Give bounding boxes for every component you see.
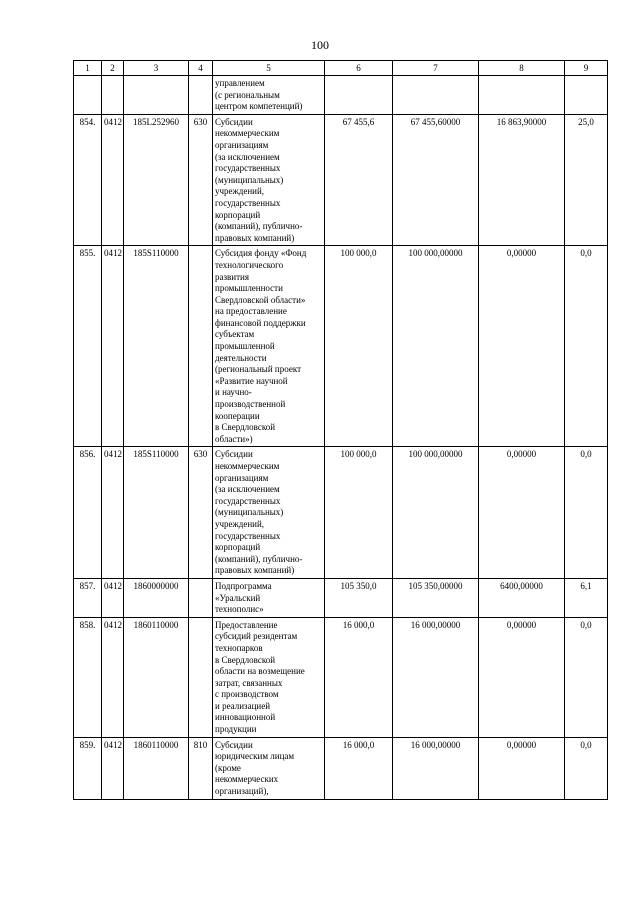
- column-header-6: 6: [325, 61, 393, 76]
- cell-pct: 0,0: [565, 617, 608, 737]
- budget-table: [73, 60, 608, 800]
- cell-num: 859.: [74, 737, 102, 799]
- column-header-2: 2: [102, 61, 124, 76]
- cell-v1: [325, 76, 393, 115]
- cell-v2: 16 000,00000: [393, 617, 479, 737]
- cell-v1: 105 350,0: [325, 578, 393, 617]
- cell-v3: 0,00000: [479, 737, 565, 799]
- cell-pct: 0,0: [565, 737, 608, 799]
- column-header-7: 7: [393, 61, 479, 76]
- cell-name: Предоставление субсидий резидентам технопарков в Свердловской области на возмещение затрат, связанных с производством и реализацией инновационной продукции: [213, 617, 325, 737]
- cell-section: [102, 76, 124, 115]
- cell-name: Субсидии юридическим лицам (кроме некоммерческих организаций),: [213, 737, 325, 799]
- cell-v3: 0,00000: [479, 246, 565, 447]
- cell-pct: [565, 76, 608, 115]
- cell-v1: 16 000,0: [325, 617, 393, 737]
- header-row: [74, 61, 608, 76]
- cell-name: управлением (с региональным центром компетенций): [213, 76, 325, 115]
- cell-type: [189, 246, 213, 447]
- table-row: [74, 578, 608, 617]
- cell-pct: 25,0: [565, 114, 608, 246]
- table-row: [74, 447, 608, 579]
- cell-v1: 67 455,6: [325, 114, 393, 246]
- cell-code: 185S110000: [124, 447, 189, 579]
- cell-v2: 16 000,00000: [393, 737, 479, 799]
- cell-v2: 67 455,60000: [393, 114, 479, 246]
- cell-v3: 6400,00000: [479, 578, 565, 617]
- cell-v2: [393, 76, 479, 115]
- cell-code: [124, 76, 189, 115]
- cell-v3: 0,00000: [479, 447, 565, 579]
- cell-v2: 100 000,00000: [393, 447, 479, 579]
- cell-v3: [479, 76, 565, 115]
- column-header-1: 1: [74, 61, 102, 76]
- cell-name: Субсидии некоммерческим организациям (за исключением государственных (муниципальных) учреждений, государственных корпораций (компаний), публично- правовых компаний): [213, 447, 325, 579]
- cell-type: [189, 76, 213, 115]
- cell-num: 858.: [74, 617, 102, 737]
- cell-code: 1860000000: [124, 578, 189, 617]
- cell-section: 0412: [102, 447, 124, 579]
- table-row: [74, 114, 608, 246]
- cell-num: 854.: [74, 114, 102, 246]
- cell-section: 0412: [102, 246, 124, 447]
- cell-v3: 0,00000: [479, 617, 565, 737]
- cell-pct: 6,1: [565, 578, 608, 617]
- column-header-4: 4: [189, 61, 213, 76]
- cell-code: 185L252960: [124, 114, 189, 246]
- cell-v1: 16 000,0: [325, 737, 393, 799]
- cell-section: 0412: [102, 114, 124, 246]
- cell-v1: 100 000,0: [325, 447, 393, 579]
- cell-type: [189, 578, 213, 617]
- cell-num: [74, 76, 102, 115]
- page-number: 100: [311, 38, 329, 52]
- table-row: [74, 617, 608, 737]
- table-row: [74, 246, 608, 447]
- cell-type: 630: [189, 114, 213, 246]
- cell-section: 0412: [102, 578, 124, 617]
- cell-type: [189, 617, 213, 737]
- cell-num: 856.: [74, 447, 102, 579]
- cell-num: 857.: [74, 578, 102, 617]
- cell-type: 630: [189, 447, 213, 579]
- cell-code: 1860110000: [124, 617, 189, 737]
- cell-code: 185S110000: [124, 246, 189, 447]
- column-header-8: 8: [479, 61, 565, 76]
- cell-code: 1860110000: [124, 737, 189, 799]
- cell-name: Субсидия фонду «Фонд технологического развития промышленности Свердловской области» на предоставление финансовой поддержки субъектам промышленной деятельности (региональный проект «Развитие научной и научно- производственной кооперации в Свердловской области»): [213, 246, 325, 447]
- cell-v2: 105 350,00000: [393, 578, 479, 617]
- table-row: [74, 737, 608, 799]
- cell-v3: 16 863,90000: [479, 114, 565, 246]
- column-header-3: 3: [124, 61, 189, 76]
- cell-v2: 100 000,00000: [393, 246, 479, 447]
- cell-num: 855.: [74, 246, 102, 447]
- cell-pct: 0,0: [565, 447, 608, 579]
- cell-v1: 100 000,0: [325, 246, 393, 447]
- cell-pct: 0,0: [565, 246, 608, 447]
- cell-name: Подпрограмма «Уральский технополис»: [213, 578, 325, 617]
- cell-type: 810: [189, 737, 213, 799]
- column-header-5: 5: [213, 61, 325, 76]
- cell-name: Субсидии некоммерческим организациям (за исключением государственных (муниципальных) учреждений, государственных корпораций (компаний), публично- правовых компаний): [213, 114, 325, 246]
- cell-section: 0412: [102, 617, 124, 737]
- cell-section: 0412: [102, 737, 124, 799]
- column-header-9: 9: [565, 61, 608, 76]
- continuation-row: [74, 76, 608, 115]
